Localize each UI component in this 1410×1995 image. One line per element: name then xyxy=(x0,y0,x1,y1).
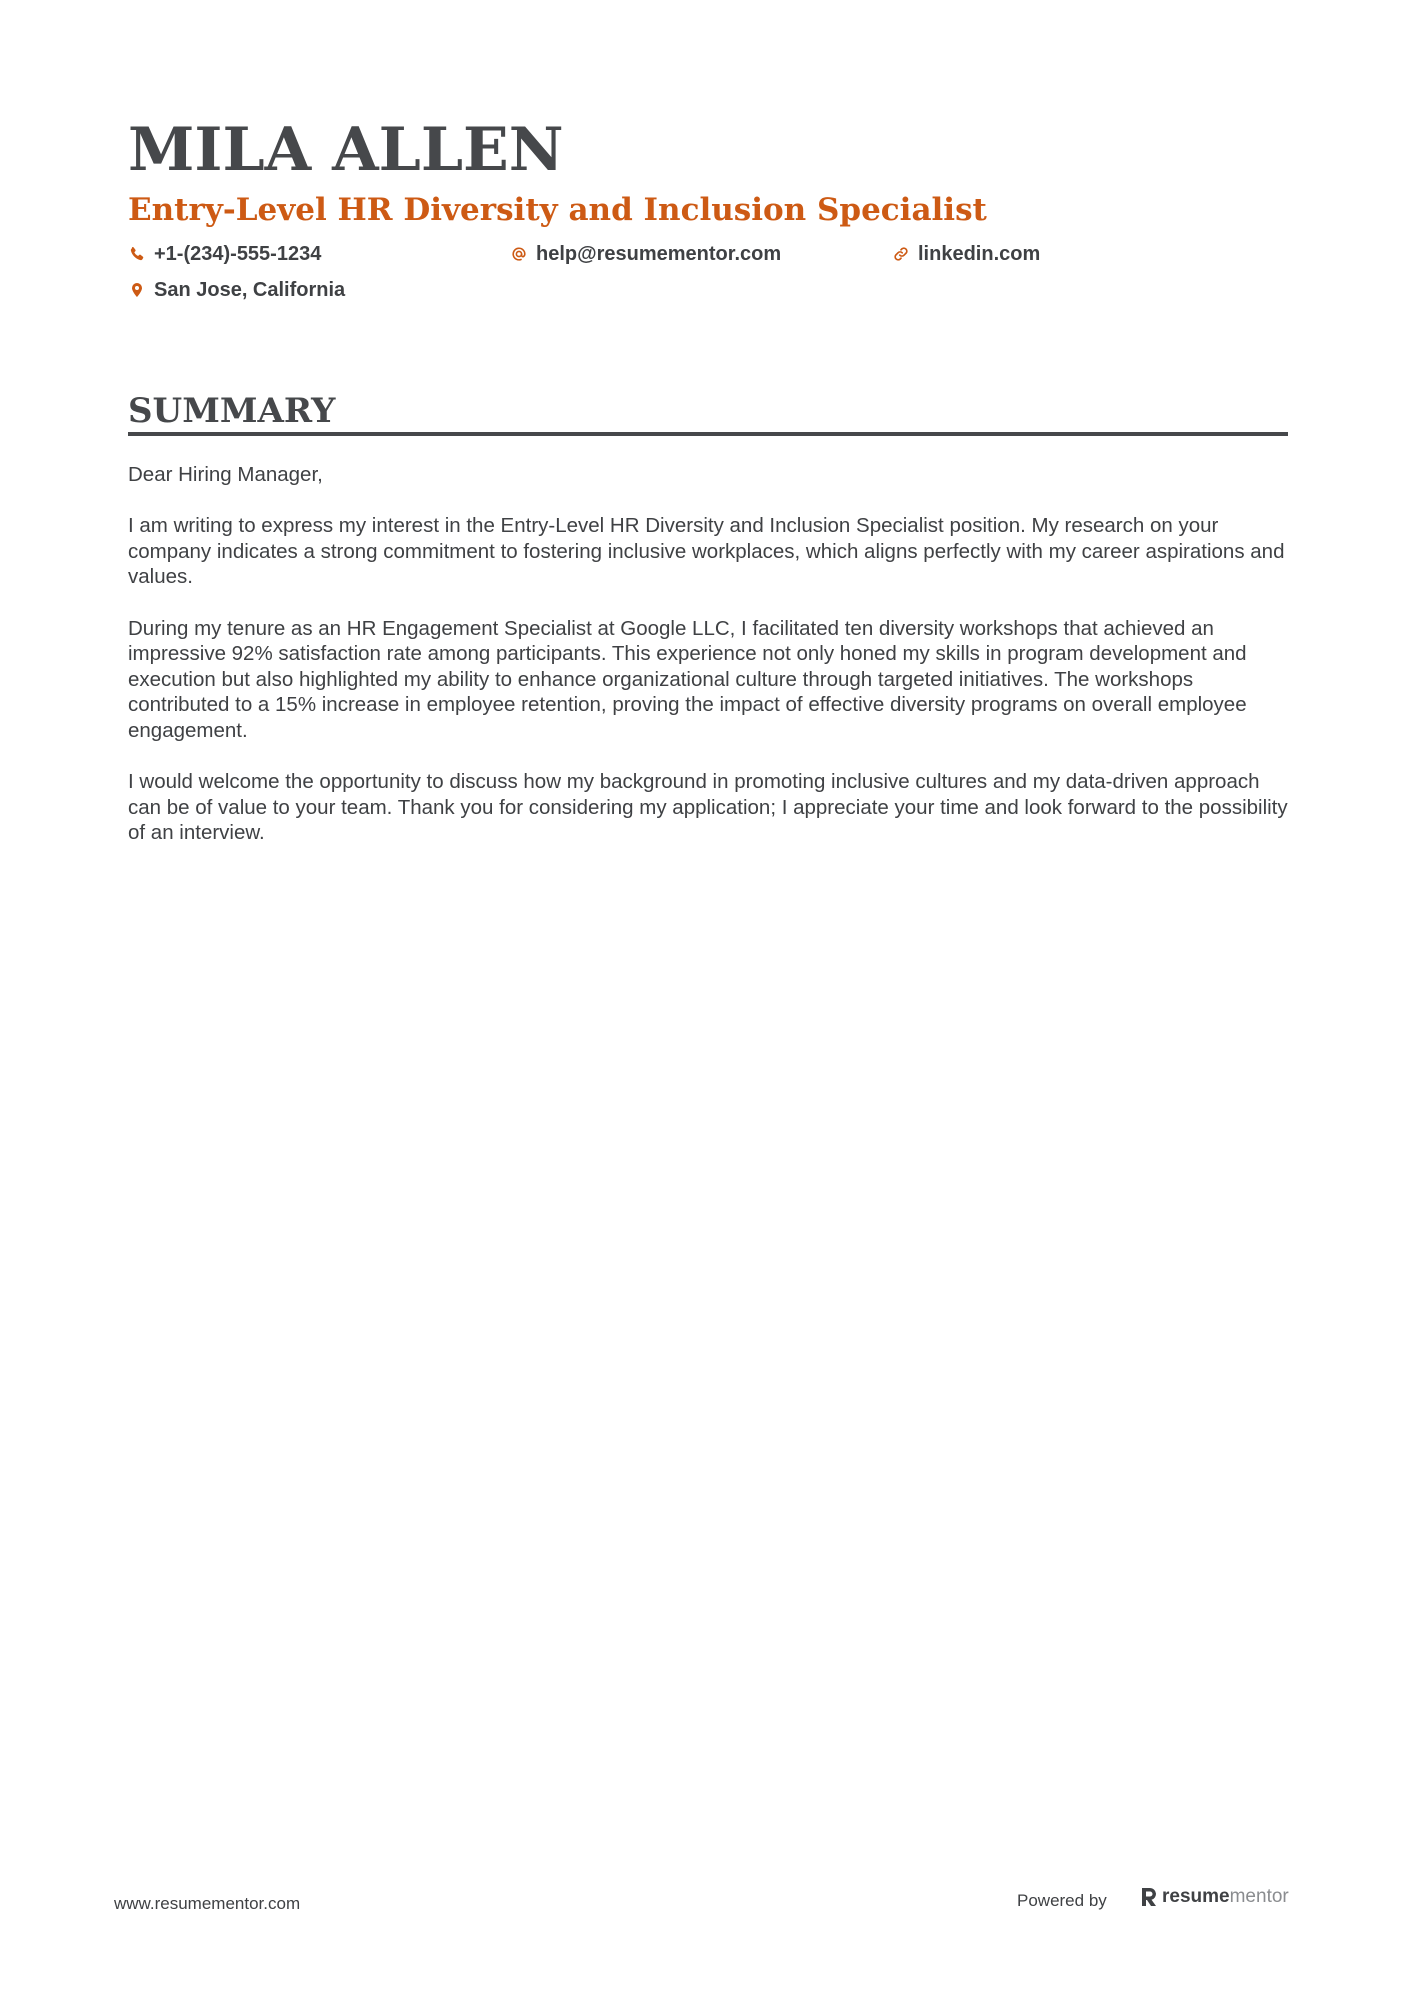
letter-paragraph: I would welcome the opportunity to discuss how my background in promoting inclusive cultures and my data-driven approach can be of value to your team. Thank you for considering my application; I appreciate your time and look forward to the possibility of an interview. xyxy=(128,770,1288,845)
link-icon xyxy=(892,245,910,263)
email-text[interactable]: help@resumementor.com xyxy=(536,243,782,265)
summary-divider xyxy=(128,432,1288,436)
powered-by-label: Powered by xyxy=(1017,1891,1107,1910)
at-icon xyxy=(510,245,528,263)
contact-email[interactable] xyxy=(510,240,781,268)
letter-paragraph: I am writing to express my interest in the Entry-Level HR Diversity and Inclusion Specialist position. My research on your company indicates a strong commitment to fostering inclusive workplaces, which aligns perfectly with my career aspirations and values. xyxy=(128,514,1285,589)
contact-location xyxy=(128,276,345,304)
candidate-role: Entry-Level HR Diversity and Inclusion Specialist xyxy=(128,192,987,228)
contact-phone xyxy=(128,240,321,268)
location-text: San Jose, California xyxy=(154,279,346,301)
cover-letter-body xyxy=(128,462,1288,872)
phone-icon xyxy=(128,245,146,263)
brand-text-bold: resume xyxy=(1162,1886,1230,1907)
letter-salutation: Dear Hiring Manager, xyxy=(128,463,323,486)
contact-link[interactable] xyxy=(892,240,1040,268)
map-pin-icon xyxy=(128,281,146,299)
letter-paragraph: During my tenure as an HR Engagement Specialist at Google LLC, I facilitated ten diversity workshops that achieved an impressive 92% satisfaction rate among participants. This experience not only honed my skills in program development and execution but also highlighted my ability to enhance organizational culture through targeted initiatives. The workshops contributed to a 15% increase in employee retention, proving the impact of effective diversity programs on overall employee engagement. xyxy=(128,616,1247,742)
phone-text: +1-(234)-555-1234 xyxy=(154,243,322,265)
summary-heading: SUMMARY xyxy=(128,391,336,431)
brand-logo xyxy=(1140,1886,1289,1908)
footer-url[interactable]: www.resumementor.com xyxy=(114,1894,301,1913)
link-text[interactable]: linkedin.com xyxy=(918,243,1041,265)
brand-text-light: mentor xyxy=(1229,1886,1289,1907)
candidate-name: MILA ALLEN xyxy=(128,115,564,185)
brand-mark-icon xyxy=(1140,1886,1158,1908)
